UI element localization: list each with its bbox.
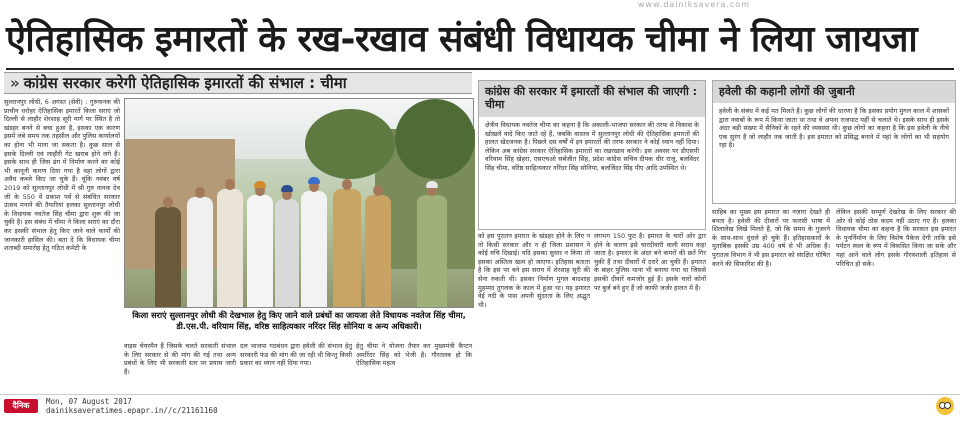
mid-col-1: को इस पुरातन इमारत के खंडहर होने के लिए न तो किसी सरकार और न ही जिला प्रशासन ने कोई रुचि दिखाई। यदि इसका सुधार न किया तो इसका अस्तित्व खत्म हो जाएगा। इतिहास बताता है कि इस पर बने इस सराय में शेरशाह सूरी की सेना रुकती थी। इसका निर्माण मुगल बादशाह मुहम्मद तुगलक के काल में हुआ था। यह इमारत वेई नदी के पास अपनी सुंदरता के लिए अद्भुत थी। <box>478 232 590 309</box>
newspaper-logo: दैनिक सवेरा <box>4 399 38 413</box>
footer-epaper-url[interactable]: dainiksaveratimes.epapr.in//c/21161160 <box>46 406 218 415</box>
below-photo-col-3: हेतु चीमा ने योजना तैयार कर मुख्यमंत्री कैप्टन अमरिंदर सिंह को भेजी है। गौरतलब हो कि ऐतिहासिक महत्व <box>356 342 472 368</box>
subhead-text: कांग्रेस सरकार करेगी ऐतिहासिक इमारतों की संभाल : चीमा <box>23 74 347 92</box>
news-photo <box>124 98 474 308</box>
box-body: क्षेत्रीय विधायक नवतेज चीमा का कहना है कि अकाली-भाजपा सरकार की तरफ से विकास के खोखले वादे किए जाते रहे हैं, जबकि वास्तव में सुल्तानपुर लोधी की ऐतिहासिक इमारतों की हालत खेदजनक है। पिछले दस वर्षों में इन इमारतों की तरफ सरकार ने कोई ध्यान नहीं दिया। लेकिन अब कांग्रेस सरकार ऐतिहासिक इमारतों का रखरखाव करेगी। इस अवसर पर डीएसपी वरियाम सिंह खेहरा, एसएचओ सर्बजीत सिंह, प्रदेश कांग्रेस सचिव दीपक धीर राजू, बलविंदर सिंह चीमा, वरिष्ठ साहित्यकार नरिंदर सिंह सोनिया, बलजिंदर सिंह पीए आदि उपस्थित थे। <box>485 121 699 172</box>
sidebar-box-haveli <box>712 80 956 204</box>
left-column-text: सुल्तानपुर लोधी, 6 अगस्त (सेवी) : गुरुनानक की प्राचीन धरोहर ऐतिहासिक इमारतें किला सराएं जो दिल्ली से लाहौर शेरशाह सूरी मार्ग पर स्थित है तो खंडहर बनने से बचा हुआ है, इसका एक कारण इसमें लंबे समय तक तहसील और पुलिस कार्यालयों का होना भी माना जा सकता है। कुछ साल से इसके दिल्ली एवं लाहौरी गेट खराब होने लगे हैं। इसके साथ ही जिस ढंग में निर्माण करने का कोई भी कानूनी कारण दिया गया है वहां लोगों द्वारा अवैध कब्जे किए जा चुके हैं। चूंकि नवंबर वर्ष 2019 को सुल्तानपुर लोधी में श्री गुरु नानक देव जी के 550 वें प्रकाश पर्व से संबंधित सरकार उत्सव मनाने की तैयारियां हलका सुल्तानपुर लोधी के विधायक नवतेज सिंह चीमा द्वारा शुरू की जा चुकी है। इस संबंध में चीमा ने किला सराएं का दौरा कर इसकी संभाल हेतु किए जाने वाले कार्यों की जानकारी हासिल की। बता दें कि विधायक चीमा शताब्दी समारोह हेतु गठित कमेटी के <box>4 98 120 253</box>
box-body: हवेली के संबंध में कई मत मिलते हैं। कुछ लोगों की धारणा है कि इसका प्रयोग मुगल काल में शासकों द्वारा नवाबों के रूप में किया जाता था तथा वे अपना राजपाट यहीं से चलाते थे। इसके साथ ही इसके अंदर बड़ी संख्या में सैनिकों के रहने की व्यवस्था थी। कुछ लोगों का कहना है कि इस हवेली के नीचे एक सुरंग है जो लाहौर तक जाती है। इस इमारत को प्रसिद्ध बनाने में यहां के लोगों का भी सहयोग रहा है। <box>719 107 949 150</box>
sidebar-box-congress <box>478 80 706 230</box>
headline: ऐतिहासिक इमारतों के रख-रखाव संबंधी विधायक चीमा ने लिया जायजा <box>6 19 918 60</box>
box-title: हवेली की कहानी लोगों की जुबानी <box>713 81 955 103</box>
double-chevron-icon: » <box>10 74 20 92</box>
box-title: कांग्रेस की सरकार में इमारतों की संभाल की जाएगी : चीमा <box>479 81 705 117</box>
headline-rule <box>6 68 954 70</box>
mid-col-2: लगभग 150 फुट है। इमारत के चारों ओर द्वार होने के कारण इसे चारदीवारी वाली सराय कहा जाता है। इमारत के अंदर बने कमरों की छतें गिर चुकी हैं तथा दीवारों में दरारें आ चुकी हैं। इमारत के बाहर पुलिस थाना भी बनाया गया था जिससे इसकी दीवारें कमजोर हुई हैं। इसके चारों कोनों पर बुर्ज बने हुए हैं जो काफी जर्जर हालत में हैं। <box>594 232 706 292</box>
right-col-1: साहिब का मुख्य इस इमारत का नज़ारा देखते ही बनता है। हवेली की दीवारों पर फारसी भाषा में शिलालेख लिखे मिलते हैं, जो कि समय के गुजरने के साथ-साथ धुंधले हो चुके हैं। इतिहासकारों के मुताबिक इसकी उम्र 400 वर्ष से भी अधिक है। पुरातत्व विभाग ने भी इस इमारत को संरक्षित घोषित करने की सिफारिश की है। <box>712 208 830 268</box>
owl-icon <box>936 397 954 415</box>
footer-meta <box>46 397 218 415</box>
below-photo-col-2: दल भाजपा गठबंधन द्वारा हवेली की संभाल हेतु सरकारी फंड की मांग की जा रही थी किन्तु किसी प्रकार का ध्यान नहीं दिया गया। <box>240 342 352 368</box>
masthead-url: www.dainiksavera.com <box>637 0 750 9</box>
below-photo-col-1: वाइस चेयरमैन हैं जिसके चलते सरकारी संभाल के लिए सरकार से की मांग की गई तथा अन्य प्रबंधों के लिए भी सरकारी स्तर पर प्रयास जारी हैं। <box>124 342 236 376</box>
footer-date: Mon, 07 August 2017 <box>46 397 132 406</box>
photo-caption: किला सराएं सुल्तानपुर लोधी की देखभाल हेतु किए जाने वाले प्रबंधों का जायजा लेते विधायक नवतेज सिंह चीमा, डी.एस.पी. वरियाम सिंह, वरिष्ठ साहित्यकार नरिंदर सिंह सोनिया व अन्य अधिकारी। <box>132 310 466 331</box>
right-col-2: लेकिन इसकी सम्पूर्ण देखरेख के लिए सरकार की ओर से कोई ठोस कदम नहीं उठाए गए हैं। हलका विधायक चीमा का कहना है कि सरकार इस इमारत के पुनर्निर्माण के लिए विशेष पैकेज देगी ताकि इसे पर्यटन स्थल के रूप में विकसित किया जा सके और यहां आने वाले लोग इसके गौरवशाली इतिहास से परिचित हो सकें। <box>836 208 956 268</box>
subhead-bar <box>4 72 472 94</box>
masthead-strip <box>0 0 960 12</box>
epaper-footer <box>0 394 960 424</box>
